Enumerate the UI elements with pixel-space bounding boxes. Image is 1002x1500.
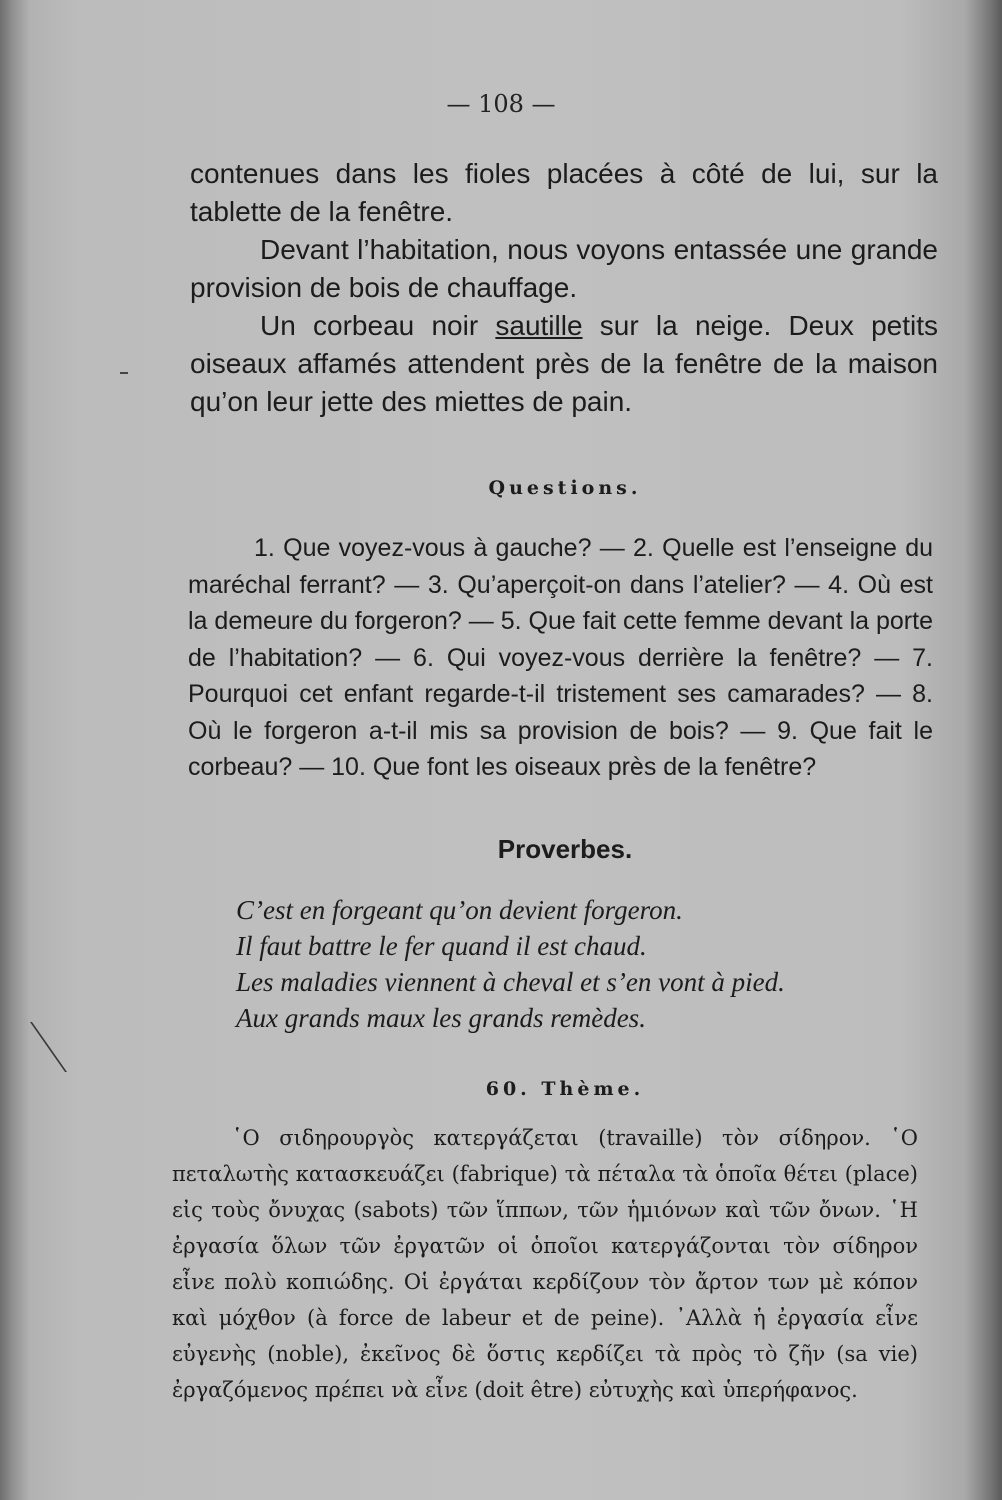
- paragraph-2: Devant l’habitation, nous voyons entassée une grande provision de bois de chauffage.: [190, 234, 938, 303]
- proverb-3: Les maladies viennent à cheval et s’en vont à pied.: [236, 967, 785, 997]
- paragraph-1: contenues dans les fioles placées à côté de lui, sur la tablette de la fenêtre.: [190, 158, 938, 227]
- page-number: — 108 —: [446, 90, 556, 118]
- underlined-word: sautille: [495, 310, 583, 341]
- theme-text: ῾Ο σιδηρουργὸς κατεργάζεται (travaille) τὸν σίδηρον. ῾Ο πεταλωτὴς κατασκευάζει (fabrique) τὰ πέταλα τὰ ὁποῖα θέτει (place) εἰς τοὺς ὄνυχας (sabots) τῶν ἵππων, τῶν ἡμιόνων καὶ τῶν ὄνων. ῾Η ἐργασία ὅλων τῶν ἐργατῶν οἱ ὁποῖοι κατεργάζονται τὸν σίδηρον εἶνε πολὺ κοπιώδης. Οἱ ἐργάται κερδίζουν τὸν ἄρτον των μὲ κόπον καὶ μόχθον (à force de labeur et de peine). ᾿Αλλὰ ἡ ἐργασία εἶνε εὐγενὴς (noble), ἐκεῖνος δὲ ὅστις κερδίζει τὰ πρὸς τὸ ζῆν (sa vie) ἐργαζόμενος πρέπει νὰ εἶνε (doit être) εὐτυχὴς καὶ ὑπερήφανος.: [172, 1126, 918, 1402]
- theme-heading: 60. Thème.: [485, 1078, 645, 1100]
- questions-heading: Questions.: [488, 477, 642, 499]
- paragraph-3-start: Un corbeau noir: [260, 310, 496, 341]
- proverbs-heading: Proverbes.: [497, 834, 633, 864]
- margin-tick: [120, 372, 128, 374]
- paragraph-3: [190, 307, 938, 421]
- proverbs-list: [236, 892, 785, 1036]
- proverb-4: Aux grands maux les grands remèdes.: [236, 1003, 646, 1033]
- proverb-2: Il faut battre le fer quand il est chaud.: [236, 931, 647, 961]
- page-fold-mark: [0, 1022, 67, 1072]
- questions-text: 1. Que voyez-vous à gauche? — 2. Quelle est l’enseigne du maréchal ferrant? — 3. Qu’aperçoit-on dans l’atelier? — 4. Où est la demeure du forgeron? — 5. Que fait cette femme devant la porte de l’habitation? — 6. Qui voyez-vous derrière la fenêtre? — 7. Pourquoi cet enfant regarde-t-il tristement ses camarades? — 8. Où le forgeron a-t-il mis sa provision de bois? — 9. Que fait le corbeau? — 10. Que font les oiseaux près de la fenêtre?: [188, 534, 933, 781]
- paragraph-3-end: sur la neige. Deux petits oiseaux affamés attendent près de la fenêtre de la maison qu’on leur jette des miettes de pain.: [190, 310, 938, 417]
- proverb-1: C’est en forgeant qu’on devient forgeron.: [236, 895, 683, 925]
